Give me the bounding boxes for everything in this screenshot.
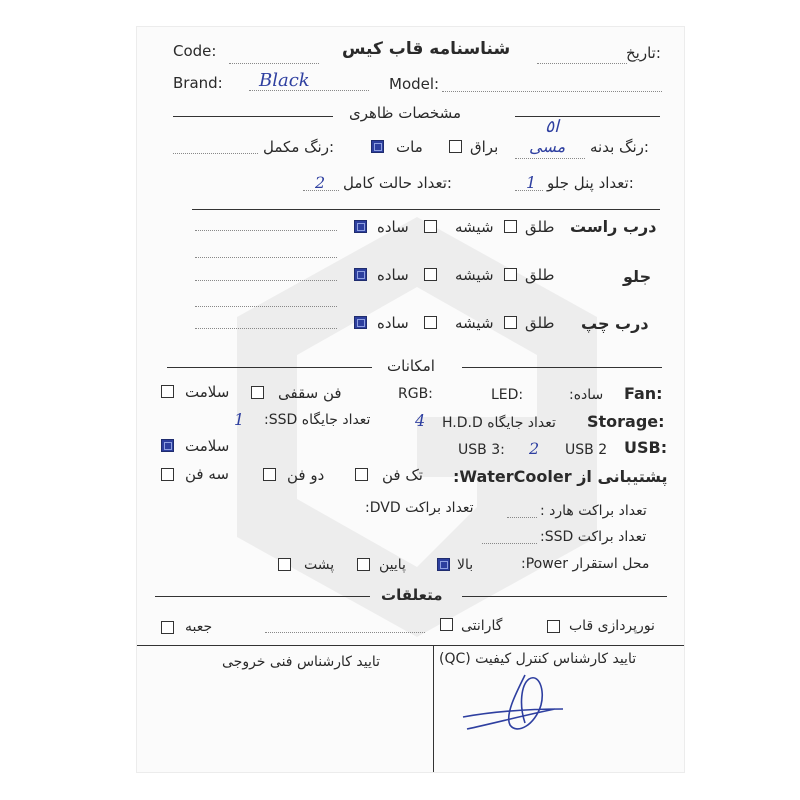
wc-three-fan-label: سه فن [185,465,229,483]
fan-plain-label: ساده: [569,387,604,403]
body-color-line [515,158,585,159]
wc-three-fan-checkbox[interactable] [161,468,174,481]
gloss-label: براق [470,138,499,156]
footer-divider [137,645,684,646]
door-right-glass-checkbox[interactable] [424,220,437,233]
usb3-label: USB 3: [458,442,505,458]
fan-health-label: سلامت [185,383,230,401]
secondary-color-line [173,153,258,154]
door-right-line [195,230,337,231]
lighting-checkbox[interactable] [547,620,560,633]
document-page [137,27,684,772]
door-right-line-2 [195,257,337,258]
front-label: جلو [623,267,652,286]
warranty-label: گارانتی [461,618,503,634]
lighting-label: نورپردازی قاب [569,618,655,634]
fan-ceiling-checkbox[interactable] [251,386,264,399]
section-divider [462,367,662,368]
wc-two-fan-checkbox[interactable] [263,468,276,481]
section-divider [167,367,372,368]
body-color-value: مسی [529,137,566,156]
date-label: :تاریخ [626,44,661,62]
body-color-label: :رنگ بدنه [590,138,649,156]
front-plain-label: ساده [377,266,409,284]
ssd-bracket-label: تعداد براکت SSD: [540,529,647,545]
hdd-label: تعداد جایگاه H.D.D [442,415,556,431]
power-back-label: پشت [304,557,335,573]
hdd-bracket-line [507,517,537,518]
ssd-slot-label: تعداد جایگاه SSD: [264,412,371,428]
door-left-mesh-checkbox[interactable] [504,316,517,329]
accessories-section-title: متعلقات [381,586,443,604]
gloss-checkbox[interactable] [449,140,462,153]
usb2-label: USB 2 [565,442,608,458]
power-label: محل استقرار Power: [521,556,650,572]
footer-vertical-divider [433,645,434,772]
model-label: Model: [389,75,440,93]
section-divider [192,209,660,210]
full-case-line [303,190,339,191]
watercooler-label: پشتیبانی از WaterCooler: [453,467,668,486]
dvd-bracket-label: تعداد براکت DVD: [365,500,474,516]
appearance-section-title: مشخصات ظاهری [349,104,462,122]
fan-label: Fan: [624,384,663,403]
front-line-2 [195,306,337,307]
hdd-bracket-label: تعداد براکت هارد : [540,503,647,519]
door-right-label: درب راست [570,217,657,236]
full-case-value: 2 [315,173,326,192]
wc-one-fan-checkbox[interactable] [355,468,368,481]
model-line [442,91,662,92]
hdd-value: 4 [415,411,426,430]
form-title: شناسنامه قاب کیس [342,39,511,59]
qc-approval-label: تایید کارشناس کنترل کیفیت (QC) [439,651,637,667]
door-right-plain-label: ساده [377,218,409,236]
door-left-plain-checkbox[interactable] [354,316,367,329]
front-mesh-checkbox[interactable] [504,268,517,281]
box-checkbox[interactable] [161,621,174,634]
wc-one-fan-label: تک فن [382,466,423,484]
brand-line [249,90,369,91]
fan-ceiling-label: فن سقفی [278,384,342,402]
usb-health-label: سلامت [185,437,230,455]
brand-value: Black [259,70,310,91]
fan-health-checkbox[interactable] [161,385,174,398]
wc-two-fan-label: دو فن [287,466,325,484]
handwritten-mark: ا٥ [545,117,559,137]
storage-label: Storage: [587,412,665,431]
front-panel-line [515,190,543,191]
power-back-checkbox[interactable] [278,558,291,571]
ssd-slot-value: 1 [234,410,245,429]
door-right-mesh-label: طلق [525,218,555,236]
matte-label: مات [396,138,423,156]
front-panel-label: :تعداد پنل جلو [547,174,634,192]
door-left-line [195,328,337,329]
section-divider [155,596,370,597]
door-right-mesh-checkbox[interactable] [504,220,517,233]
code-line [229,63,319,64]
door-right-glass-label: شیشه [455,218,494,236]
secondary-color-label: :رنگ مکمل [263,138,335,156]
code-label: Code: [173,42,217,60]
door-left-plain-label: ساده [377,314,409,332]
front-panel-value: 1 [526,173,537,192]
front-glass-label: شیشه [455,266,494,284]
door-left-label: درب چپ [581,314,649,333]
power-bottom-label: پایین [379,557,406,573]
section-divider [515,116,660,117]
fan-led-label: LED: [491,387,524,403]
power-bottom-checkbox[interactable] [357,558,370,571]
front-mesh-label: طلق [525,266,555,284]
section-divider [462,596,667,597]
usb-health-checkbox[interactable] [161,439,174,452]
qc-signature [455,665,585,745]
front-plain-checkbox[interactable] [354,268,367,281]
door-right-plain-checkbox[interactable] [354,220,367,233]
tech-approval-label: تایید کارشناس فنی خروجی [222,654,381,670]
power-top-checkbox[interactable] [437,558,450,571]
power-top-label: بالا [457,557,474,573]
fan-rgb-label: RGB: [398,386,433,402]
section-divider [173,116,333,117]
ssd-bracket-line [482,543,537,544]
warranty-checkbox[interactable] [440,618,453,631]
features-section-title: امکانات [387,357,435,375]
usb2-value: 2 [529,439,540,458]
door-left-glass-checkbox[interactable] [424,316,437,329]
door-left-glass-label: شیشه [455,314,494,332]
brand-label: Brand: [173,74,223,92]
warranty-line [265,632,425,633]
date-line [537,63,627,64]
full-case-label: :تعداد حالت کامل [343,174,452,192]
front-line [195,280,337,281]
front-glass-checkbox[interactable] [424,268,437,281]
box-label: جعبه [185,619,213,635]
matte-checkbox[interactable] [371,140,384,153]
door-left-mesh-label: طلق [525,314,555,332]
usb-label: USB: [624,438,668,457]
